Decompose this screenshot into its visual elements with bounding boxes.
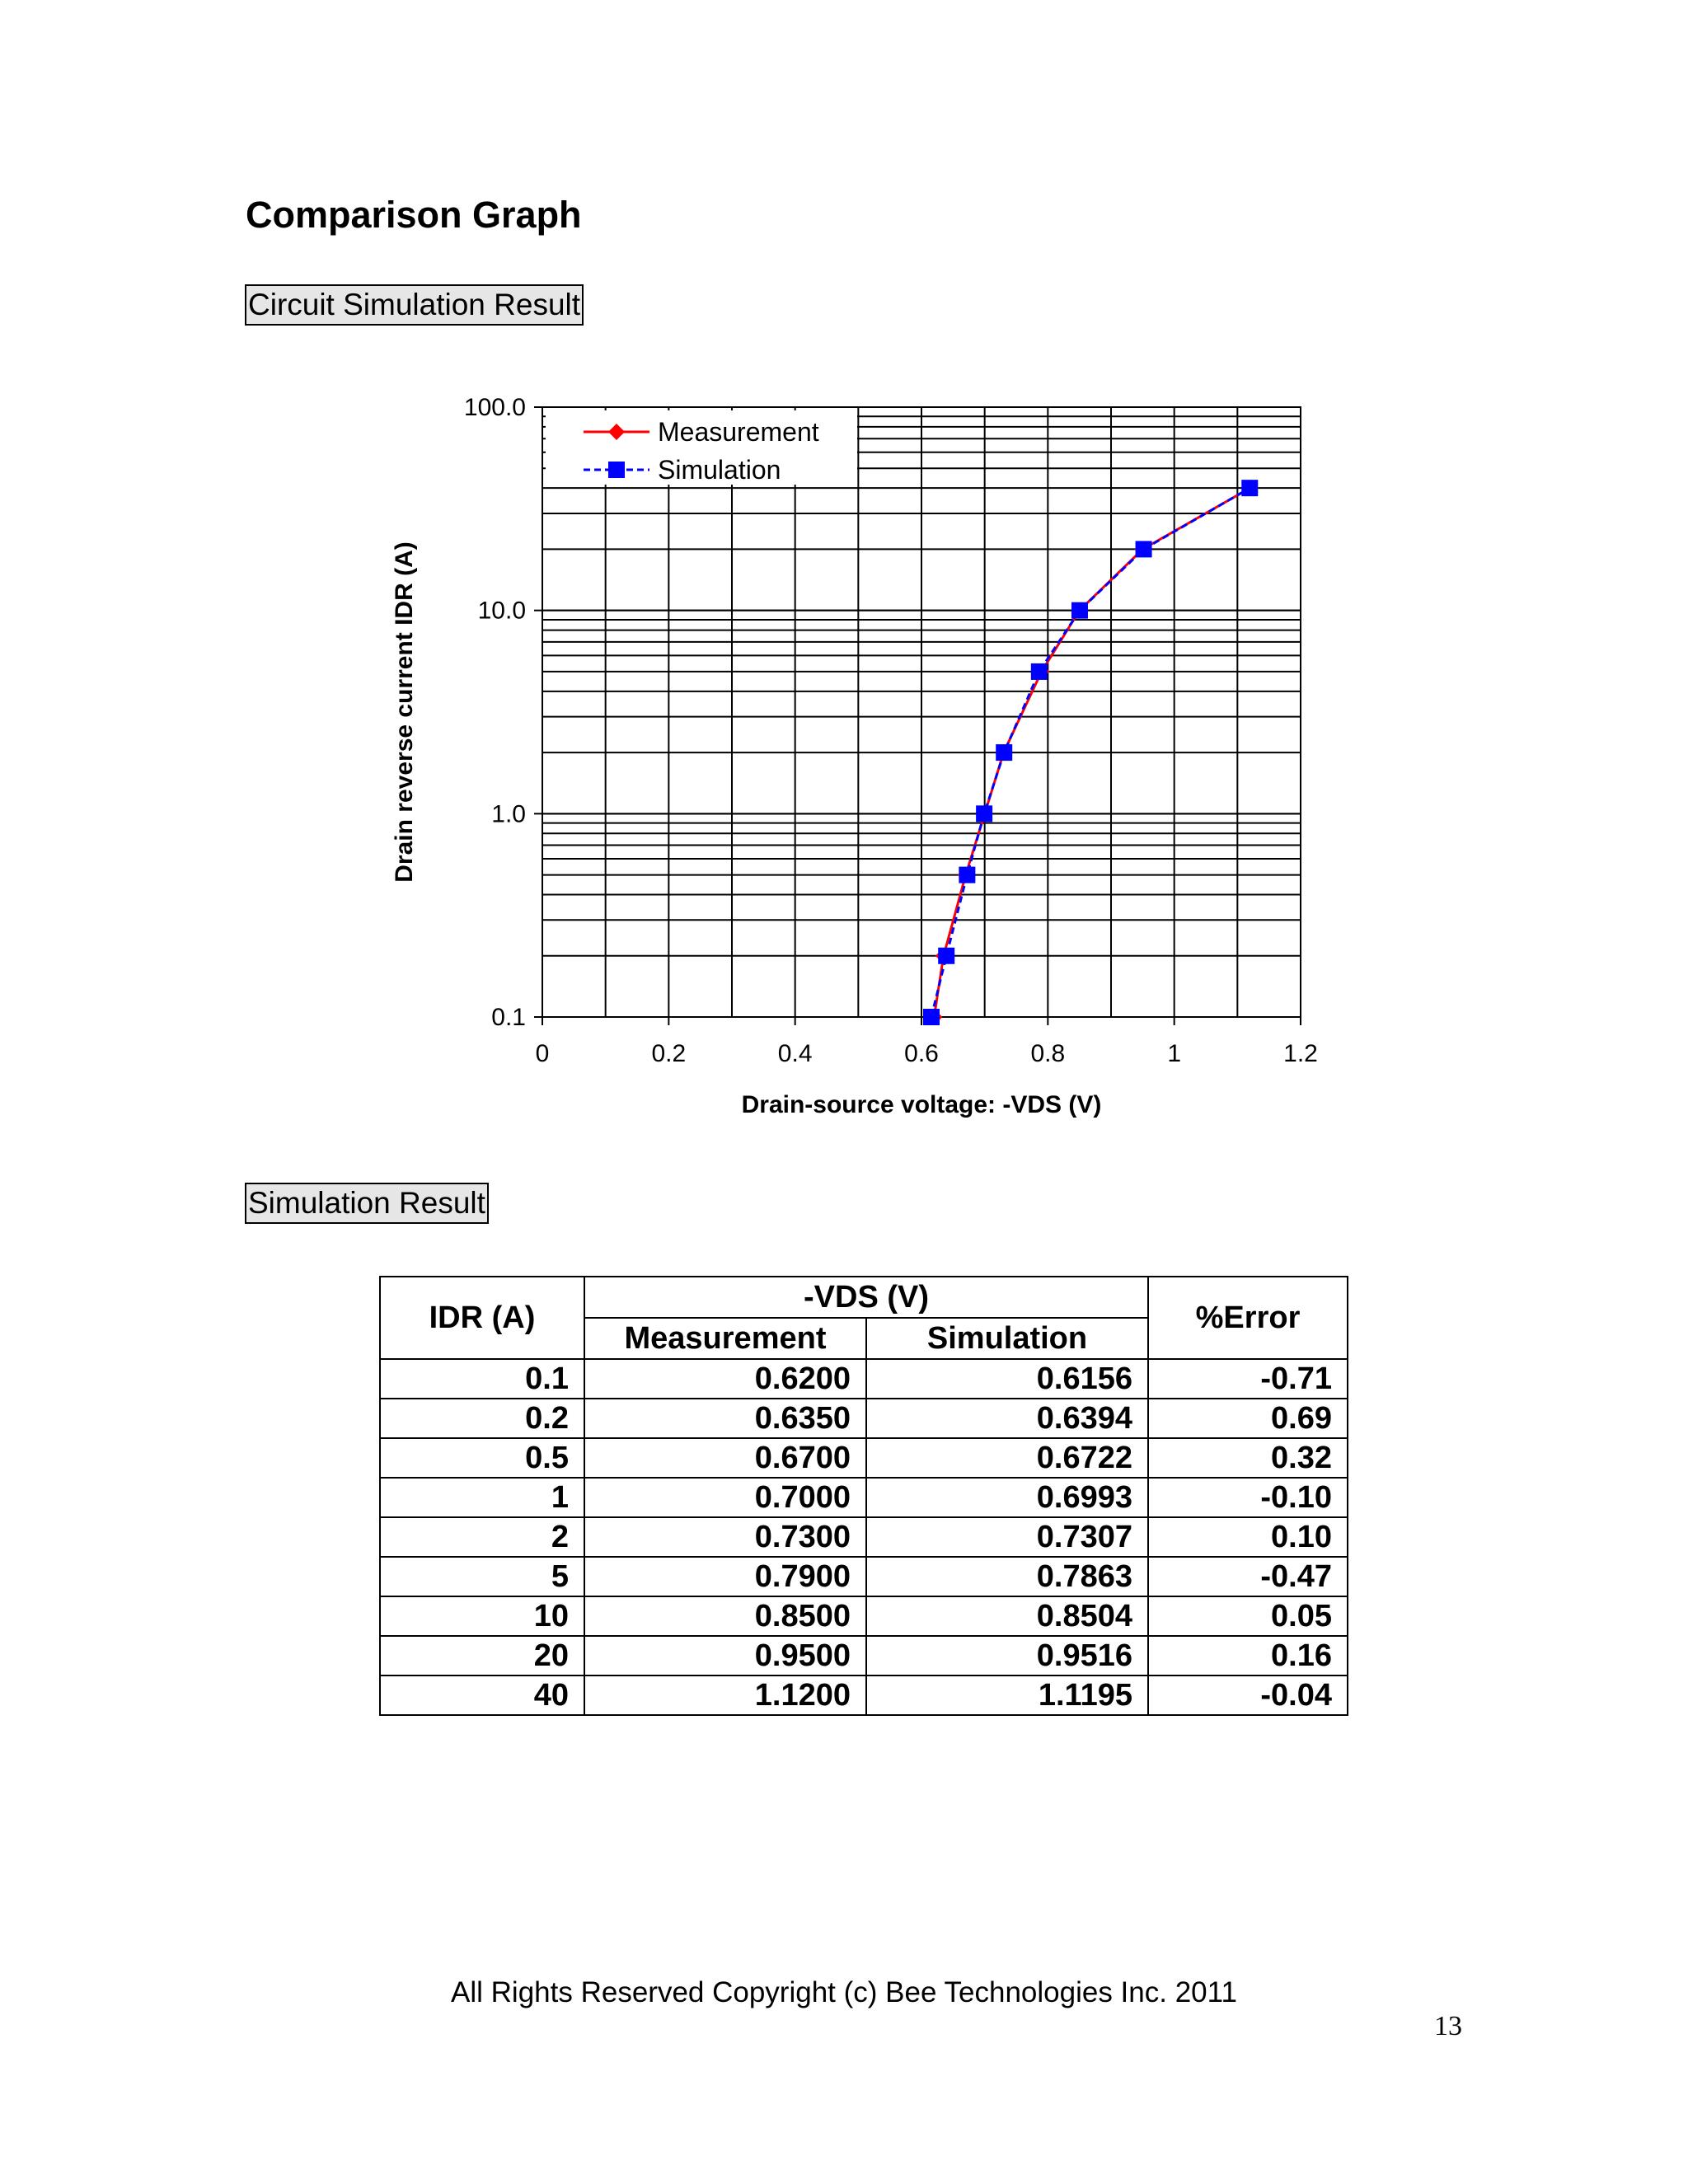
x-tick-label: 0.6 bbox=[904, 1040, 939, 1067]
copyright-footer: All Rights Reserved Copyright (c) Bee Technologies Inc. 2011 bbox=[451, 1976, 1237, 2008]
page-number: 13 bbox=[1434, 2011, 1462, 2041]
cell-measurement: 0.6700 bbox=[584, 1438, 866, 1478]
comparison-chart bbox=[363, 379, 1352, 1146]
header-vds: -VDS (V) bbox=[584, 1277, 1148, 1318]
cell-error: 0.10 bbox=[1148, 1517, 1348, 1557]
cell-simulation: 0.7863 bbox=[866, 1557, 1148, 1596]
cell-idr: 20 bbox=[380, 1636, 584, 1675]
cell-measurement: 0.7300 bbox=[584, 1517, 866, 1557]
x-tick-label: 0 bbox=[535, 1040, 550, 1067]
cell-idr: 40 bbox=[380, 1675, 584, 1715]
chart-legend bbox=[546, 410, 857, 485]
section-label-simulation-result: Simulation Result bbox=[245, 1183, 489, 1224]
cell-idr: 0.1 bbox=[380, 1359, 584, 1399]
x-tick-labels bbox=[536, 1040, 1318, 1067]
x-tick-label: 1 bbox=[1167, 1040, 1182, 1067]
cell-error: 0.32 bbox=[1148, 1438, 1348, 1478]
section-label-circuit-simulation: Circuit Simulation Result bbox=[245, 284, 584, 326]
table-row bbox=[380, 1359, 1348, 1399]
table-row bbox=[380, 1675, 1348, 1715]
cell-measurement: 0.7900 bbox=[584, 1557, 866, 1596]
chart-grid bbox=[542, 407, 1301, 1017]
cell-simulation: 0.9516 bbox=[866, 1636, 1148, 1675]
data-point-square bbox=[1241, 480, 1258, 496]
cell-error: 0.05 bbox=[1148, 1596, 1348, 1636]
header-measurement: Measurement bbox=[584, 1318, 866, 1359]
table-row bbox=[380, 1438, 1348, 1478]
data-point-square bbox=[938, 948, 954, 964]
y-tick-label: 10.0 bbox=[477, 597, 526, 625]
cell-idr: 2 bbox=[380, 1517, 584, 1557]
cell-idr: 1 bbox=[380, 1478, 584, 1517]
header-simulation: Simulation bbox=[866, 1318, 1148, 1359]
table-row bbox=[380, 1596, 1348, 1636]
x-tick-label: 0.8 bbox=[1030, 1040, 1066, 1067]
cell-measurement: 1.1200 bbox=[584, 1675, 866, 1715]
cell-simulation: 1.1195 bbox=[866, 1675, 1148, 1715]
y-tick-label: 0.1 bbox=[491, 1004, 526, 1031]
cell-simulation: 0.7307 bbox=[866, 1517, 1148, 1557]
cell-simulation: 0.6156 bbox=[866, 1359, 1148, 1399]
cell-error: 0.16 bbox=[1148, 1636, 1348, 1675]
page-title: Comparison Graph bbox=[246, 194, 582, 236]
data-point-square bbox=[1136, 541, 1152, 557]
y-tick-label: 100.0 bbox=[463, 394, 526, 421]
data-point-square bbox=[976, 805, 992, 822]
table-row bbox=[380, 1478, 1348, 1517]
data-point-square bbox=[923, 1009, 940, 1025]
cell-simulation: 0.8504 bbox=[866, 1596, 1148, 1636]
x-axis-label: Drain-source voltage: -VDS (V) bbox=[741, 1091, 1102, 1118]
cell-measurement: 0.6350 bbox=[584, 1399, 866, 1438]
header-idr: IDR (A) bbox=[380, 1277, 584, 1359]
cell-simulation: 0.6993 bbox=[866, 1478, 1148, 1517]
cell-idr: 5 bbox=[380, 1557, 584, 1596]
cell-idr: 0.5 bbox=[380, 1438, 584, 1478]
cell-simulation: 0.6722 bbox=[866, 1438, 1148, 1478]
cell-error: -0.71 bbox=[1148, 1359, 1348, 1399]
cell-measurement: 0.6200 bbox=[584, 1359, 866, 1399]
x-tick-label: 1.2 bbox=[1283, 1040, 1318, 1067]
data-point-square bbox=[996, 744, 1012, 761]
table-row bbox=[380, 1636, 1348, 1675]
table-row bbox=[380, 1399, 1348, 1438]
legend-label: Simulation bbox=[658, 455, 781, 485]
y-tick-labels bbox=[464, 394, 526, 1031]
y-axis-label: Drain reverse current IDR (A) bbox=[391, 541, 418, 883]
results-table bbox=[379, 1276, 1348, 1716]
table-row bbox=[380, 1557, 1348, 1596]
data-point-square bbox=[1071, 602, 1088, 619]
data-point-square bbox=[1031, 663, 1048, 680]
table-row bbox=[380, 1517, 1348, 1557]
x-tick-label: 0.4 bbox=[777, 1040, 813, 1067]
cell-error: -0.10 bbox=[1148, 1478, 1348, 1517]
y-tick-label: 1.0 bbox=[491, 800, 526, 828]
cell-error: -0.47 bbox=[1148, 1557, 1348, 1596]
data-point-square bbox=[959, 867, 975, 883]
cell-error: 0.69 bbox=[1148, 1399, 1348, 1438]
data-point-square bbox=[608, 462, 625, 478]
header-error: %Error bbox=[1148, 1277, 1348, 1359]
cell-idr: 0.2 bbox=[380, 1399, 584, 1438]
cell-measurement: 0.9500 bbox=[584, 1636, 866, 1675]
legend-label: Measurement bbox=[658, 417, 819, 447]
cell-error: -0.04 bbox=[1148, 1675, 1348, 1715]
cell-idr: 10 bbox=[380, 1596, 584, 1636]
cell-simulation: 0.6394 bbox=[866, 1399, 1148, 1438]
table-body bbox=[380, 1359, 1348, 1715]
x-tick-label: 0.2 bbox=[651, 1040, 687, 1067]
cell-measurement: 0.7000 bbox=[584, 1478, 866, 1517]
cell-measurement: 0.8500 bbox=[584, 1596, 866, 1636]
